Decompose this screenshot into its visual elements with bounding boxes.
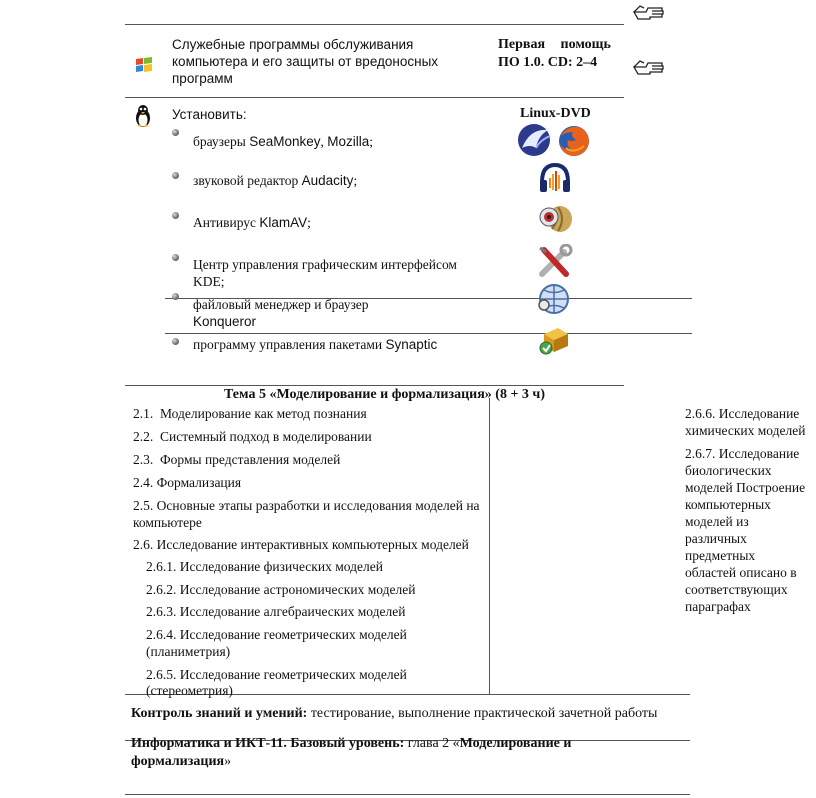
item-prefix: звуковой редактор xyxy=(193,173,302,188)
item-emph: SeaMonkey xyxy=(249,134,321,149)
note-line: компьютерных xyxy=(685,497,771,512)
textbook-section xyxy=(131,735,651,771)
item-emph: Audacity xyxy=(301,173,354,188)
item-line2: KDE; xyxy=(193,274,225,289)
install-item-antivirus xyxy=(193,214,311,231)
firefox-icon xyxy=(556,124,592,158)
item-mid: , xyxy=(320,134,328,149)
topic-column-divider xyxy=(489,398,490,694)
note-line: 2.6.6. Исследование xyxy=(685,406,800,421)
item-suffix: ; xyxy=(353,173,358,188)
topic5-item-2-1: 2.1. Моделирование как метод познания xyxy=(133,406,367,421)
topic5-item-2-6-4-cont: (планиметрия) xyxy=(146,644,231,659)
item-line1: файловый менеджер и браузер xyxy=(193,297,369,312)
textbook-line2 xyxy=(131,753,651,771)
install-item-browsers xyxy=(193,133,373,150)
item-suffix: ; xyxy=(307,215,311,230)
topic5-item-2-2: 2.2. Системный подход в моделировании xyxy=(133,429,372,444)
textbook-end: » xyxy=(224,754,232,769)
konqueror-icon xyxy=(536,281,572,317)
note-line: областей описано в xyxy=(685,565,797,580)
topic5-item-2-6-4: 2.6.4. Исследование геометрических моделей xyxy=(146,627,407,642)
linux-penguin-icon xyxy=(134,104,152,128)
item-prefix: браузеры xyxy=(193,134,250,149)
note-line: биологических xyxy=(685,463,772,478)
topic5-item-2-6-5-cont: (стереометрия) xyxy=(146,683,233,698)
textbook-emph-line2: формализация xyxy=(131,754,225,769)
row1-line2: компьютера и его защиты от вредоносных xyxy=(172,54,439,69)
note-line: химических моделей xyxy=(685,423,806,438)
item-line2: Konqueror xyxy=(193,314,257,329)
note-line: 2.6.7. Исследование xyxy=(685,446,800,461)
audacity-icon xyxy=(538,162,572,196)
textbook-line1 xyxy=(131,735,651,753)
topic5-item-2-6-5: 2.6.5. Исследование геометрических моделей xyxy=(146,667,407,682)
item-emph2: Mozilla xyxy=(327,134,370,149)
pointing-hand-icon xyxy=(632,57,666,77)
item-prefix: программу управления пакетами xyxy=(193,337,386,352)
note-line: соответствующих xyxy=(685,582,788,597)
seamonkey-icon xyxy=(516,122,554,158)
bullet-icon xyxy=(172,293,179,300)
topic5-item-2-5-cont: компьютере xyxy=(133,515,202,530)
row1-line3: программ xyxy=(172,71,233,86)
control-text: тестирование, выполнение практической зачетной работы xyxy=(307,706,658,721)
note-line: параграфах xyxy=(685,599,751,614)
item-prefix: Антивирус xyxy=(193,215,260,230)
row1-bottom-border xyxy=(125,97,624,98)
bullet-icon xyxy=(172,129,179,136)
table-top-border xyxy=(125,24,624,25)
install-item-file-manager xyxy=(193,296,369,330)
install-item-kde-center xyxy=(193,256,457,290)
topic5-item-2-3: 2.3. Формы представления моделей xyxy=(133,452,341,467)
note-line: моделей из xyxy=(685,514,749,529)
topic5-item-2-6-1: 2.6.1. Исследование физических моделей xyxy=(146,559,383,574)
resource-title: Первая помощь xyxy=(498,37,611,52)
textbook-label: Информатика и ИКТ-11. Базовый уровень: xyxy=(131,736,405,751)
control-section xyxy=(131,705,657,723)
topic5-item-2-4: 2.4. Формализация xyxy=(133,475,242,490)
note-line: моделей Построение xyxy=(685,480,806,495)
page-bottom-border xyxy=(125,794,690,795)
windows-logo-icon xyxy=(134,55,154,75)
linux-dvd-label: Linux-DVD xyxy=(520,106,591,121)
topic5-item-2-6-3: 2.6.3. Исследование алгебраических моделей xyxy=(146,604,406,619)
topic5-item-2-5: 2.5. Основные этапы разработки и исследования моделей на xyxy=(133,498,480,513)
synaptic-icon xyxy=(538,324,572,356)
bullet-icon xyxy=(172,212,179,219)
bullet-icon xyxy=(172,172,179,179)
klamav-icon xyxy=(538,201,574,235)
row1-line1: Служебные программы обслуживания xyxy=(172,37,414,52)
install-header: Установить: xyxy=(172,107,247,122)
textbook-emph: Моделирование и xyxy=(459,736,572,751)
note-line: различных xyxy=(685,531,747,546)
row2-inner-border xyxy=(165,333,692,334)
topic5-item-2-6: 2.6. Исследование интерактивных компьютерных моделей xyxy=(133,537,469,552)
textbook-text: глава 2 « xyxy=(404,736,460,751)
bullet-icon xyxy=(172,254,179,261)
item-emph: KlamAV xyxy=(259,215,308,230)
item-emph: Synaptic xyxy=(385,337,438,352)
resource-cd: ПО 1.0. CD: 2–4 xyxy=(498,55,598,70)
topic5-title: Тема 5 «Моделирование и формализация» (8 + 3 ч) xyxy=(224,387,545,402)
bullet-icon xyxy=(172,338,179,345)
install-item-audio-editor xyxy=(193,172,357,189)
row1-description xyxy=(172,36,492,87)
item-suffix: ; xyxy=(369,134,374,149)
note-line: предметных xyxy=(685,548,756,563)
topic5-item-2-6-2: 2.6.2. Исследование астрономических моделей xyxy=(146,582,416,597)
tools-icon xyxy=(536,244,574,280)
row1-resource xyxy=(498,36,618,72)
topic5-right-notes xyxy=(685,405,816,615)
item-line1: Центр управления графическим интерфейсом xyxy=(193,257,457,272)
install-item-package-manager xyxy=(193,336,437,353)
pointing-hand-icon xyxy=(632,2,666,22)
control-label: Контроль знаний и умений: xyxy=(131,706,308,721)
